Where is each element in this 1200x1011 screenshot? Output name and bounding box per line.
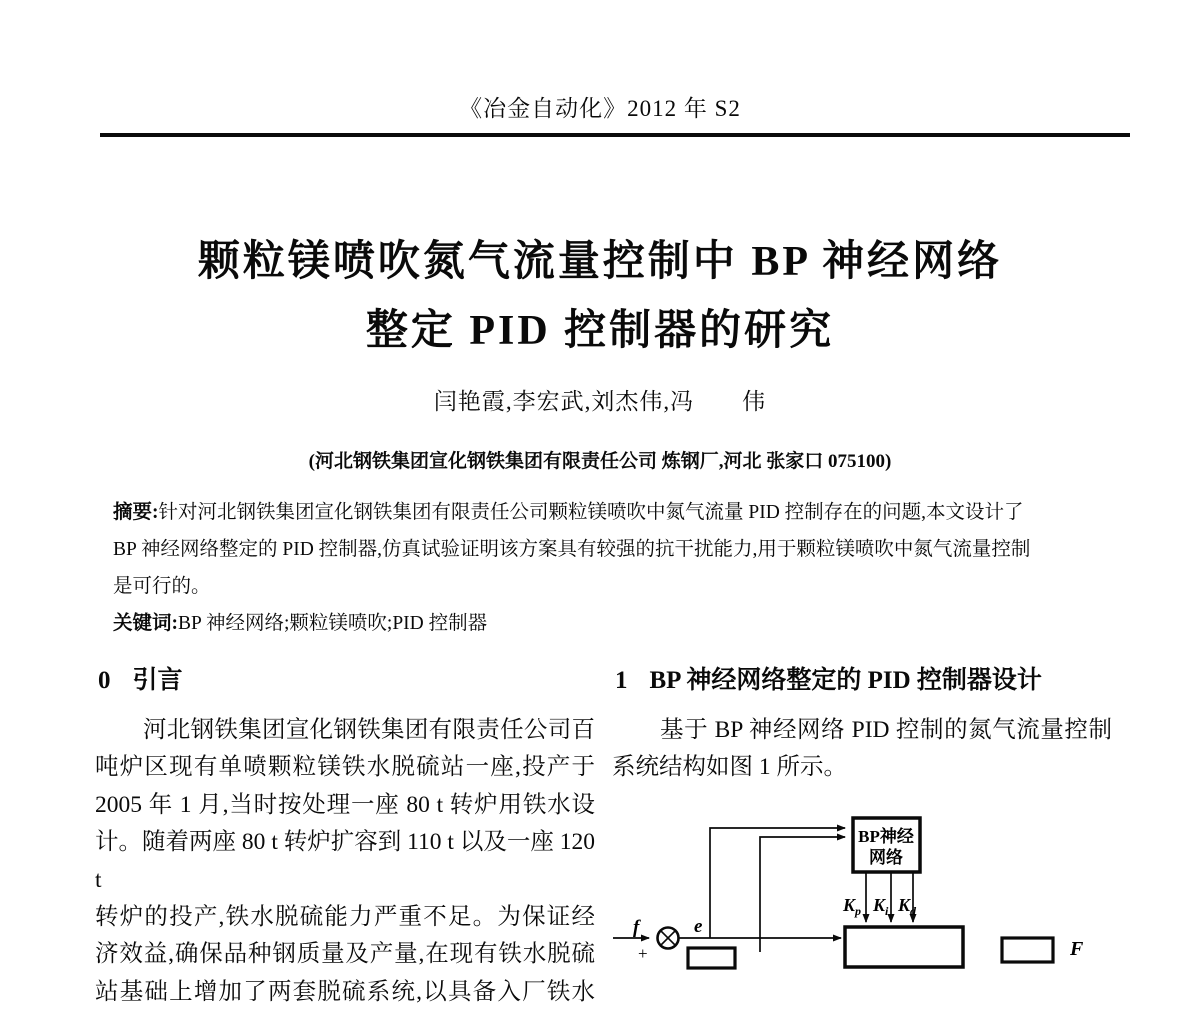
abstract-block (113, 494, 1091, 642)
left-column (95, 660, 595, 1011)
intro-line: 2005 年 1 月,当时按处理一座 80 t 转炉用铁水设 (95, 791, 595, 818)
intro-paragraph (95, 712, 595, 1011)
paper-title-line2: 整定 PID 控制器的研究 (365, 308, 835, 354)
kd-base: K (898, 895, 911, 915)
setpoint-label: f (633, 917, 640, 938)
design-line: 系统结构如图 1 所示。 (612, 754, 847, 781)
pid-controller-box (845, 927, 963, 967)
section-design-title: BP 神经网络整定的 PID 控制器设计 (649, 667, 1042, 694)
section-intro-heading (98, 660, 595, 696)
intro-line: 计。随着两座 80 t 转炉扩容到 110 t 以及一座 120 t (95, 829, 595, 893)
abstract-line1 (113, 494, 1091, 531)
intro-line: 站基础上增加了两套脱硫系统,以具备入厂铁水 (95, 978, 595, 1005)
authors: 闫艳霞,李宏武,刘杰伟,冯 伟 (433, 389, 767, 414)
intro-line: 河北钢铁集团宣化钢铁集团有限责任公司百 (143, 717, 595, 743)
abstract-label: 摘要: (113, 502, 159, 523)
bp-network-label-line2: 网络 (869, 848, 903, 867)
kp-sub: p (855, 904, 862, 918)
right-column (612, 660, 1112, 787)
keywords-text: BP 神经网络;颗粒镁喷吹;PID 控制器 (178, 613, 488, 634)
kp-gain-label (842, 895, 861, 918)
intro-line: 吨炉区现有单喷颗粒镁铁水脱硫站一座,投产于 (95, 754, 595, 781)
keywords-label: 关键词: (113, 613, 178, 634)
design-line: 基于 BP 神经网络 PID 控制的氮气流量控制 (660, 717, 1112, 743)
intro-line: 济效益,确保品种钢质量及产量,在现有铁水脱硫 (95, 941, 595, 968)
error-label: e (694, 916, 703, 937)
design-paragraph (612, 712, 1112, 787)
intro-line: 转炉的投产,铁水脱硫能力严重不足。为保证经 (95, 904, 595, 931)
figure1-block-diagram (610, 795, 1200, 963)
feedback-element-box (688, 948, 735, 968)
ki-sub: i (885, 904, 889, 918)
section-design-heading (615, 660, 1112, 696)
feedback-tap-wire (760, 837, 845, 952)
paper-title-line1: 颗粒镁喷吹氮气流量控制中 BP 神经网络 (197, 239, 1003, 285)
kp-base: K (843, 895, 856, 915)
section-intro-title: 引言 (132, 667, 183, 694)
bp-network-label-line1: BP神经 (858, 827, 914, 846)
error-tap-wire (710, 828, 845, 938)
ki-gain-label (872, 895, 889, 918)
kd-sub: d (910, 904, 917, 918)
header-divider-rule (100, 133, 1130, 137)
abstract-line1-text: 针对河北钢铁集团宣化钢铁集团有限责任公司颗粒镁喷吹中氮气流量 PID 控制存在的问题,本文设计了 (158, 502, 1024, 523)
affiliation: (河北钢铁集团宣化钢铁集团有限责任公司 炼钢厂,河北 张家口 075100) (308, 451, 892, 472)
journal-header: 《冶金自动化》2012 年 S2 (459, 96, 741, 121)
kd-gain-label (897, 895, 917, 918)
abstract-line3: 是可行的。 (113, 576, 211, 597)
output-flow-label: F (1070, 938, 1084, 960)
ki-base: K (873, 895, 886, 915)
section-intro-number: 0 (98, 667, 111, 694)
actuator-box (1002, 938, 1053, 962)
plus-sign-label: + (638, 944, 648, 963)
section-design-number: 1 (615, 667, 628, 694)
keywords-line (113, 605, 1091, 642)
abstract-line2: BP 神经网络整定的 PID 控制器,仿真试验证明该方案具有较强的抗干扰能力,用于颗粒镁喷吹中氮气流量控制 (113, 539, 1031, 560)
